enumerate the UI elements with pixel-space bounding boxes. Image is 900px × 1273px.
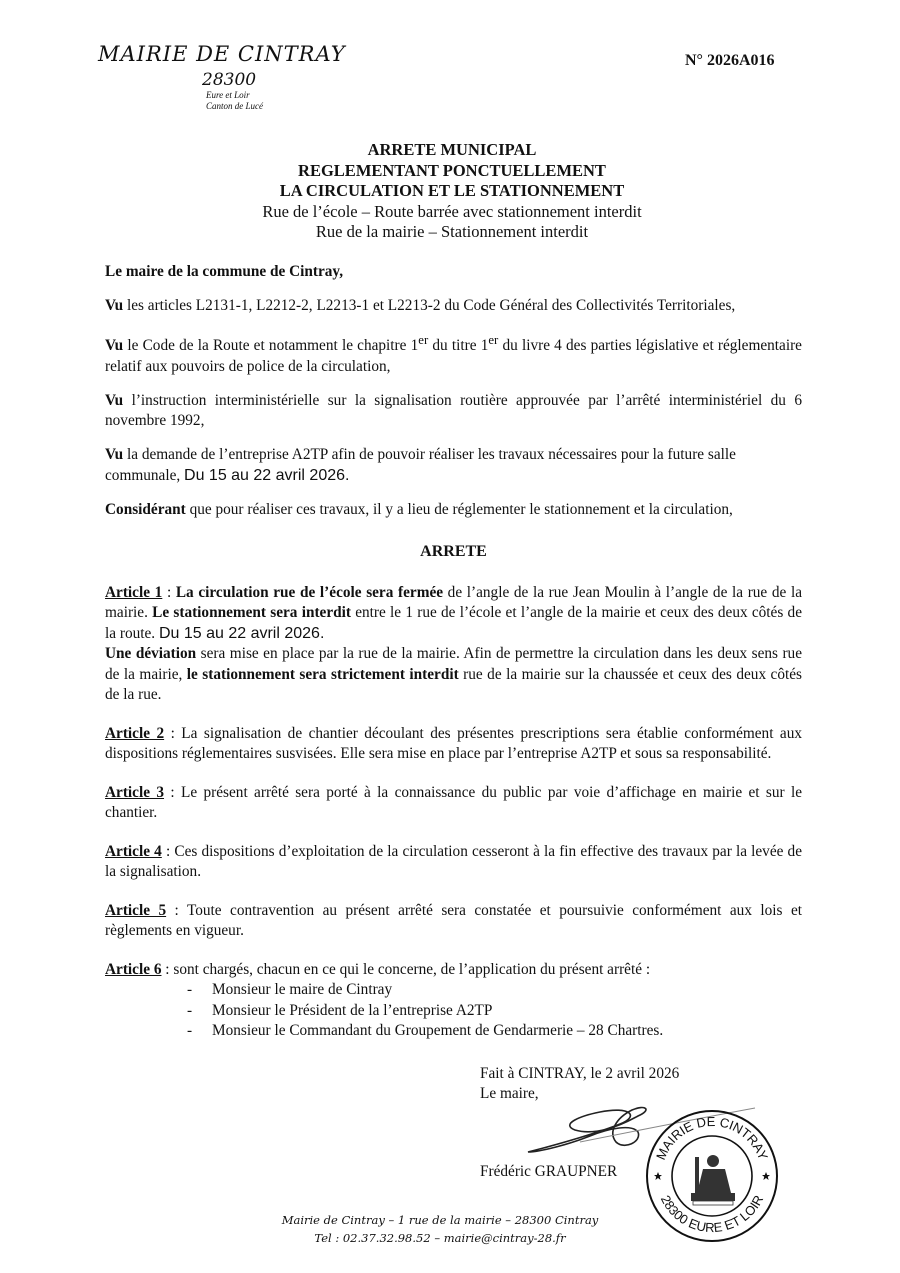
considerant-label: Considérant: [105, 500, 186, 518]
letterhead-department: Eure et Loir: [206, 90, 250, 100]
bold-text: Le stationnement sera interdit: [152, 604, 351, 622]
reference-number: N° 2026A016: [685, 52, 775, 69]
list-item-text: Monsieur le Président de la l’entreprise A2TP: [212, 1001, 493, 1019]
list-item: [105, 1021, 802, 1042]
letterhead-zip: 28300: [202, 70, 257, 90]
article-6: [105, 960, 802, 981]
superscript: er: [418, 333, 429, 347]
letterhead-canton: Canton de Lucé: [206, 101, 263, 111]
mairie-stamp: [645, 1109, 779, 1243]
footer-contact: Tel : 02.37.32.98.52 – mairie@cintray-28.fr: [314, 1230, 566, 1245]
dash: -: [187, 1001, 193, 1019]
bold-text: Une déviation: [105, 645, 197, 663]
considerant: [105, 500, 802, 521]
article-1: [105, 583, 802, 706]
signature-area: [480, 1064, 802, 1235]
list-item: [105, 980, 802, 1001]
text: entre le 1 rue de l’école et l’angle de la mairie et ceux des deux côtés de la route.: [105, 604, 802, 642]
letterhead-name: MAIRIE DE CINTRAY: [98, 42, 346, 66]
vu-3: [105, 391, 802, 432]
title-line-5: Rue de la mairie – Stationnement interdit: [315, 222, 589, 241]
article-5-text: : Toute contravention au présent arrêté sera constatée et poursuivie conformément aux lois et règlements en vigueur.: [105, 901, 802, 940]
signer-name: Frédéric GRAUPNER: [480, 1162, 618, 1180]
article-6-label: Article 6: [105, 960, 162, 978]
vu-2: [105, 330, 802, 377]
vu-label: Vu: [105, 391, 124, 409]
title-line-2: REGLEMENTANT PONCTUELLEMENT: [298, 160, 606, 180]
list-item-text: Monsieur le Commandant du Groupement de Gendarmerie – 28 Chartres.: [212, 1022, 664, 1040]
article-2-text: : La signalisation de chantier découlant des présentes prescriptions sera établie conformément aux dispositions réglementaires susvisées. Elle sera mise en place par l’entreprise A2TP et sous sa responsabilité.: [105, 724, 802, 763]
arrete-heading: ARRETE: [420, 543, 487, 561]
article-1-label: Article 1: [105, 583, 163, 601]
article-3-label: Article 3: [105, 783, 165, 801]
article-5: [105, 901, 802, 942]
letterhead: [88, 42, 388, 112]
vu-label: Vu: [105, 297, 124, 314]
vu-2-text: du titre 1: [428, 337, 489, 355]
vu-3-text: l’instruction interministérielle sur la signalisation routière approuvée par l’arrêté interministériel du 6 novembre 1992,: [105, 391, 802, 430]
footer-address: Mairie de Cintray – 1 rue de la mairie – 28300 Cintray: [281, 1212, 599, 1227]
vu-2-text: du livre 4 des parties législative et réglementaire relatif aux pouvoirs de police de la circulation,: [105, 337, 802, 375]
article-2-label: Article 2: [105, 724, 165, 742]
title-line-1: ARRETE MUNICIPAL: [367, 140, 537, 159]
vu-1-text: les articles L2131-1, L2212-2, L2213-1 et L2213-2 du Code Général des Collectivités Territoriales,: [123, 297, 736, 314]
list-item-text: Monsieur le maire de Cintray: [212, 981, 393, 999]
article-2: [105, 724, 802, 765]
list-item: [105, 1001, 802, 1022]
responsible-list: [105, 980, 802, 1042]
text: :: [162, 583, 176, 601]
vu-label: Vu: [105, 337, 124, 355]
vu-label: Vu: [105, 446, 124, 464]
article-4-label: Article 4: [105, 842, 162, 860]
place-date: Fait à CINTRAY, le 2 avril 2026: [480, 1064, 680, 1082]
article-1-dates: Du 15 au 22 avril 2026.: [158, 624, 325, 642]
title-line-4: Rue de l’école – Route barrée avec stationnement interdit: [262, 201, 642, 221]
vu-4-dates: Du 15 au 22 avril 2026.: [184, 466, 350, 484]
dash: -: [187, 981, 193, 999]
vu-2-text: le Code de la Route et notamment le chapitre 1: [123, 337, 419, 355]
document-title: [0, 140, 900, 243]
text: rue de la mairie sur la chaussée et ceux des deux côtés de la rue.: [105, 665, 802, 704]
text: sera mise en place par la rue de la mairie. Afin de permettre la circulation dans les deux sens rue de la mairie,: [105, 645, 802, 683]
article-6-text: : sont chargés, chacun en ce qui le concerne, de l’application du présent arrêté :: [161, 960, 651, 978]
article-4-text: : Ces dispositions d’exploitation de la circulation cesseront à la fin effective des travaux par la levée de la signalisation.: [105, 842, 802, 881]
document-body: [105, 262, 802, 1247]
superscript: er: [488, 333, 499, 347]
considerant-text: que pour réaliser ces travaux, il y a lieu de réglementer le stationnement et la circulation,: [185, 500, 733, 518]
stamp-top-text: MAIRIE DE CINTRAY: [653, 1113, 771, 1162]
marianne-seal-icon: [691, 1155, 735, 1205]
dash: -: [187, 1022, 193, 1040]
signature-block: [480, 1064, 679, 1104]
article-3-text: : Le présent arrêté sera porté à la connaissance du public par voie d’affichage en mairie et sur le chantier.: [105, 783, 802, 822]
vu-4-text: la demande de l’entreprise A2TP afin de pouvoir réaliser les travaux nécessaires pour la future salle communale,: [105, 446, 736, 484]
signer-role: Le maire,: [480, 1084, 539, 1102]
article-4: [105, 842, 802, 883]
vu-1: [105, 296, 802, 317]
vu-4: [105, 445, 802, 486]
bold-text: La circulation rue de l’école sera fermée: [175, 583, 444, 601]
title-line-3: LA CIRCULATION ET LE STATIONNEMENT: [279, 181, 625, 200]
text: de l’angle de la rue Jean Moulin à l’angle de la rue de la mairie.: [105, 583, 802, 622]
article-3: [105, 783, 802, 824]
stamp-bottom-text: 28300 EURE ET LOIR: [657, 1192, 767, 1235]
bold-text: le stationnement sera strictement interdit: [186, 665, 459, 683]
intro: Le maire de la commune de Cintray,: [105, 263, 344, 280]
article-5-label: Article 5: [105, 901, 167, 919]
